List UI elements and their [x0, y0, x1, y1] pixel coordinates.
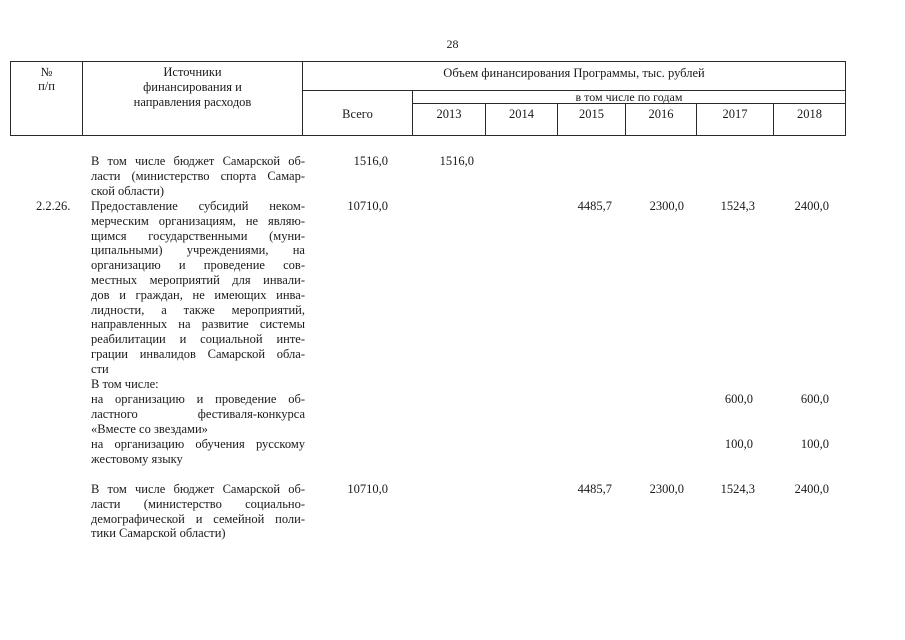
header-volume: Объем финансирования Программы, тыс. рублей	[443, 66, 705, 80]
header-year-2018: 2018	[797, 107, 822, 121]
row-text-line: на организацию и проведение об-	[91, 392, 305, 406]
table-row	[91, 392, 305, 436]
row-total: 10710,0	[347, 199, 388, 213]
table-row	[91, 377, 305, 392]
row-text-line: сти	[91, 361, 109, 376]
row-text-line: мерческим организациям, не являю-	[91, 213, 305, 228]
header-sources: Источники финансирования и направления расходов	[133, 65, 252, 109]
header-year-2013: 2013	[436, 107, 462, 121]
row-2017: 600,0	[724, 392, 753, 406]
row-text-line: организацию и проведение сов-	[91, 258, 305, 273]
header-year-2015: 2015	[579, 107, 604, 121]
row-text-line: лидности, а также мероприятий,	[91, 302, 305, 317]
row-2017: 1524,3	[720, 482, 755, 496]
header-total: Всего	[342, 107, 373, 121]
header-top-border	[10, 61, 846, 62]
row-text-line: ципальными) учреждениями, на	[91, 243, 305, 258]
header-num: № п/п	[38, 65, 55, 93]
header-by-years: в том числе по годам	[575, 90, 683, 104]
row-2015: 4485,7	[577, 482, 612, 496]
row-2016: 2300,0	[649, 482, 684, 496]
row-text-line: ласти (министерство спорта Самар-	[91, 168, 305, 183]
row-2016: 2300,0	[649, 199, 684, 213]
row-text-line: В том числе бюджет Самарской об-	[91, 154, 305, 168]
row-2018: 2400,0	[794, 199, 829, 213]
header-year-2016: 2016	[648, 107, 674, 121]
row-text-line: направленных на развитие системы	[91, 317, 305, 332]
row-2018: 600,0	[800, 392, 829, 406]
row-2017: 1524,3	[720, 199, 755, 213]
row-total: 10710,0	[347, 482, 388, 496]
table-row	[91, 482, 305, 541]
row-text-line: тики Самарской области)	[91, 526, 226, 541]
row-number: 2.2.26.	[36, 199, 71, 213]
page-number: 28	[446, 37, 459, 51]
row-2013: 1516,0	[439, 154, 474, 168]
header-year-2017: 2017	[722, 107, 748, 121]
header-year-2014: 2014	[509, 107, 534, 121]
row-text-line: реабилитации и социальной инте-	[91, 332, 305, 347]
row-text-line: ской области)	[91, 183, 164, 198]
row-text-line: «Вместе со звездами»	[91, 421, 208, 436]
row-text-line: ласти (министерство социально-	[91, 496, 305, 511]
row-text-line: жестовому языку	[91, 451, 183, 466]
table-row	[91, 437, 305, 467]
row-2018: 2400,0	[794, 482, 829, 496]
row-text-line: Предоставление субсидий неком-	[91, 199, 305, 213]
header-right-border	[845, 61, 846, 136]
table-row	[91, 154, 305, 198]
row-2018: 100,0	[800, 437, 829, 451]
row-text-line: В том числе:	[91, 377, 159, 391]
row-text-line: демографической и семейной поли-	[91, 511, 305, 526]
header-bottom-border	[10, 135, 846, 136]
row-text-line: ластного фестиваля-конкурса	[91, 406, 305, 421]
row-text-line: В том числе бюджет Самарской об-	[91, 482, 305, 496]
row-text-line: щимся государственными (муни-	[91, 228, 305, 243]
row-text-line: на организацию обучения русскому	[91, 437, 305, 451]
row-text-line: дов и граждан, не имеющих инва-	[91, 287, 305, 302]
table-row	[91, 199, 305, 377]
row-2017: 100,0	[724, 437, 753, 451]
row-text-line: грации инвалидов Самарской обла-	[91, 346, 305, 361]
row-2015: 4485,7	[577, 199, 612, 213]
row-text-line: местных мероприятий для инвали-	[91, 272, 305, 287]
row-total: 1516,0	[353, 154, 388, 168]
